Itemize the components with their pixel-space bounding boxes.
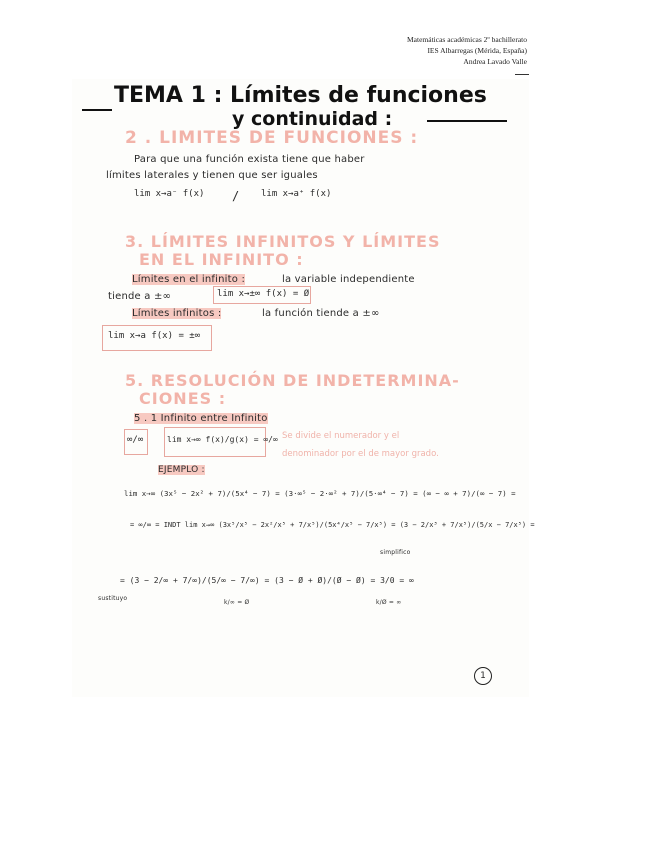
notebook-page [72, 79, 535, 697]
section-3-heading: 3. LÍMITES INFINITOS Y LÍMITES [125, 232, 441, 251]
lateral-separator: / [232, 189, 240, 203]
section-2-text-1: Para que una función exista tiene que haber [134, 154, 365, 165]
section-2-text-2: límites laterales y tienen que ser iguales [106, 170, 318, 181]
subsection-5-1: 5 . 1 Infinito entre Infinito [134, 413, 268, 424]
page-title-line-2: y continuidad : [232, 108, 393, 130]
page-number: 1 [474, 667, 492, 685]
limits-at-infinity-formula: lim x→±∞ f(x) = Ø [217, 289, 310, 299]
limits-at-infinity-text: la variable independiente [282, 274, 415, 285]
method-note-1: Se divide el numerador y el [282, 431, 400, 441]
header-line-2: IES Albarregas (Mérida, España) [427, 46, 527, 55]
rule-k-over-infinity: k/∞ = Ø [224, 599, 250, 606]
page-title: TEMA 1 : Límites de funciones [114, 83, 487, 108]
section-5-heading-line-2: CIONES : [139, 389, 227, 408]
header-line-3: Andrea Lavado Valle [463, 57, 527, 66]
section-3-heading-line-2: EN EL INFINITO : [139, 250, 304, 269]
title-rule-left [82, 109, 112, 111]
simplify-note: simplifico [380, 549, 411, 556]
substitute-note: sustituyo [98, 595, 128, 602]
section-5-heading: 5. RESOLUCIÓN DE INDETERMINA- [125, 371, 460, 390]
infinite-limits-label: Límites infinitos : [132, 308, 222, 319]
header-line-1: Matemáticas académicas 2º bachillerato [407, 35, 527, 44]
header-rule [515, 74, 529, 75]
example-step-1: lim x→∞ (3x⁵ − 2x² + 7)/(5x⁴ − 7) = (3·∞⁵ − 2·∞² + 7)/(5·∞⁴ − 7) = (∞ − ∞ + 7)/(∞ − 7) = [124, 489, 516, 498]
infinite-limits-text: la función tiende a ±∞ [262, 308, 380, 319]
example-label: EJEMPLO : [158, 465, 205, 475]
title-rule-right [427, 120, 507, 122]
quotient-formula: lim x→∞ f(x)/g(x) = ∞/∞ [167, 435, 278, 444]
example-step-2: = ∞/∞ = INDT lim x→∞ (3x⁵/x⁵ − 2x²/x⁵ + 7/x⁵)/(5x⁴/x⁵ − 7/x⁵) = (3 − 2/x³ + 7/x⁵)/(5/x − 7/x⁵) = [130, 521, 535, 529]
method-note-2: denominador por el de mayor grado. [282, 449, 439, 459]
limits-at-infinity-label: Límites en el infinito : [132, 274, 246, 285]
indeterminate-form: ∞/∞ [127, 435, 144, 445]
lateral-limit-left: lim x→a⁻ f(x) [134, 189, 205, 199]
section-2-heading: 2 . LIMITES DE FUNCIONES : [125, 128, 419, 148]
infinite-limits-formula: lim x→a f(x) = ±∞ [108, 331, 201, 341]
rule-k-over-zero: k/Ø = ∞ [376, 599, 402, 606]
limits-at-infinity-text-2: tiende a ±∞ [108, 291, 172, 302]
example-step-3: = (3 − 2/∞ + 7/∞)/(5/∞ − 7/∞) = (3 − Ø + Ø)/(Ø − Ø) = 3/0 = ∞ [120, 576, 414, 585]
lateral-limit-right: lim x→a⁺ f(x) [261, 189, 332, 199]
